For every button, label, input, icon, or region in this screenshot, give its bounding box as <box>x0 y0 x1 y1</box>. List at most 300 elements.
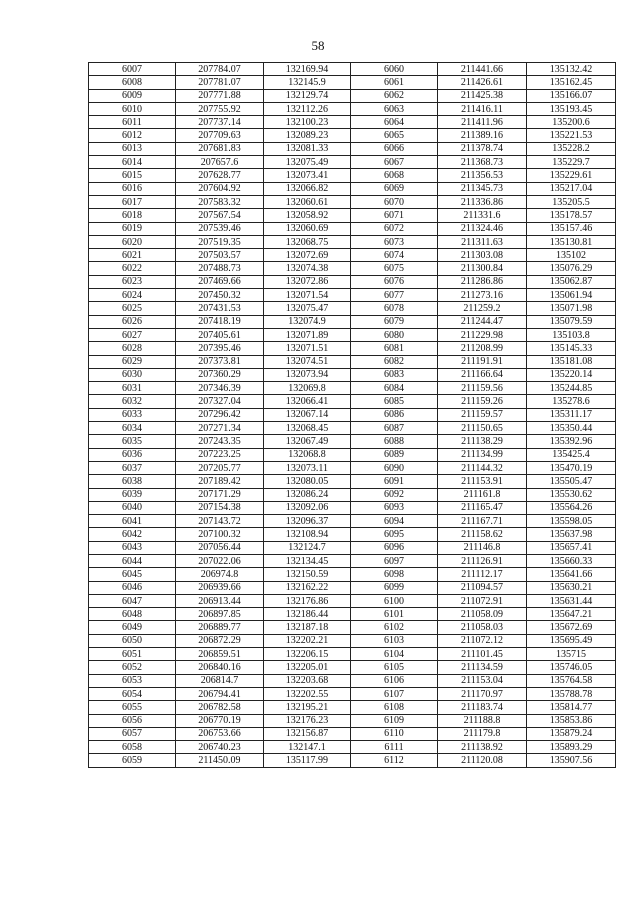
table-row <box>89 448 616 461</box>
x-coordinate-cell: 211229.98 <box>438 328 527 341</box>
y-coordinate-cell: 135145.33 <box>527 342 616 355</box>
y-coordinate-cell: 135071.98 <box>527 302 616 315</box>
y-coordinate-cell: 132069.8 <box>264 382 351 395</box>
y-coordinate-cell: 135853.86 <box>527 714 616 727</box>
y-coordinate-cell: 135814.77 <box>527 701 616 714</box>
x-coordinate-cell: 207100.32 <box>176 528 264 541</box>
x-coordinate-cell: 211259.2 <box>438 302 527 315</box>
y-coordinate-cell: 132187.18 <box>264 621 351 634</box>
x-coordinate-cell: 207189.42 <box>176 475 264 488</box>
y-coordinate-cell: 132066.41 <box>264 395 351 408</box>
y-coordinate-cell: 135647.21 <box>527 608 616 621</box>
point-number-cell: 6034 <box>89 422 176 435</box>
y-coordinate-cell: 135715 <box>527 648 616 661</box>
y-coordinate-cell: 135630.21 <box>527 581 616 594</box>
x-coordinate-cell: 211170.97 <box>438 687 527 700</box>
x-coordinate-cell: 207657.6 <box>176 156 264 169</box>
table-row <box>89 701 616 714</box>
table-row <box>89 89 616 102</box>
y-coordinate-cell: 135217.04 <box>527 182 616 195</box>
page-number: 58 <box>311 38 325 53</box>
x-coordinate-cell: 211138.92 <box>438 741 527 754</box>
x-coordinate-cell: 211389.16 <box>438 129 527 142</box>
point-number-cell: 6102 <box>351 621 438 634</box>
y-coordinate-cell: 135746.05 <box>527 661 616 674</box>
table-row <box>89 249 616 262</box>
y-coordinate-cell: 135228.2 <box>527 142 616 155</box>
point-number-cell: 6079 <box>351 315 438 328</box>
point-number-cell: 6051 <box>89 648 176 661</box>
y-coordinate-cell: 135221.53 <box>527 129 616 142</box>
x-coordinate-cell: 207418.19 <box>176 315 264 328</box>
point-number-cell: 6046 <box>89 581 176 594</box>
point-number-cell: 6019 <box>89 222 176 235</box>
y-coordinate-cell: 135130.81 <box>527 235 616 248</box>
point-number-cell: 6066 <box>351 142 438 155</box>
y-coordinate-cell: 135157.46 <box>527 222 616 235</box>
table-row <box>89 621 616 634</box>
point-number-cell: 6031 <box>89 382 176 395</box>
point-number-cell: 6014 <box>89 156 176 169</box>
x-coordinate-cell: 206814.7 <box>176 674 264 687</box>
point-number-cell: 6075 <box>351 262 438 275</box>
point-number-cell: 6091 <box>351 475 438 488</box>
table-row <box>89 488 616 501</box>
x-coordinate-cell: 207243.35 <box>176 435 264 448</box>
y-coordinate-cell: 132195.21 <box>264 701 351 714</box>
table-row <box>89 182 616 195</box>
x-coordinate-cell: 211244.47 <box>438 315 527 328</box>
table-row <box>89 634 616 647</box>
y-coordinate-cell: 132081.33 <box>264 142 351 155</box>
point-number-cell: 6094 <box>351 515 438 528</box>
point-number-cell: 6067 <box>351 156 438 169</box>
y-coordinate-cell: 132066.82 <box>264 182 351 195</box>
point-number-cell: 6020 <box>89 235 176 248</box>
point-number-cell: 6058 <box>89 741 176 754</box>
x-coordinate-cell: 206889.77 <box>176 621 264 634</box>
y-coordinate-cell: 135764.58 <box>527 674 616 687</box>
x-coordinate-cell: 211159.57 <box>438 408 527 421</box>
point-number-cell: 6084 <box>351 382 438 395</box>
x-coordinate-cell: 211150.65 <box>438 422 527 435</box>
y-coordinate-cell: 132086.24 <box>264 488 351 501</box>
x-coordinate-cell: 207271.34 <box>176 422 264 435</box>
x-coordinate-cell: 207755.92 <box>176 102 264 115</box>
point-number-cell: 6018 <box>89 209 176 222</box>
y-coordinate-cell: 132176.23 <box>264 714 351 727</box>
x-coordinate-cell: 211179.8 <box>438 727 527 740</box>
y-coordinate-cell: 135893.29 <box>527 741 616 754</box>
x-coordinate-cell: 211311.63 <box>438 235 527 248</box>
x-coordinate-cell: 206770.19 <box>176 714 264 727</box>
x-coordinate-cell: 206913.44 <box>176 594 264 607</box>
x-coordinate-cell: 211450.09 <box>176 754 264 767</box>
x-coordinate-cell: 207709.63 <box>176 129 264 142</box>
y-coordinate-cell: 135102 <box>527 249 616 262</box>
point-number-cell: 6081 <box>351 342 438 355</box>
table-row <box>89 129 616 142</box>
x-coordinate-cell: 207771.88 <box>176 89 264 102</box>
x-coordinate-cell: 206859.51 <box>176 648 264 661</box>
y-coordinate-cell: 135061.94 <box>527 289 616 302</box>
y-coordinate-cell: 132134.45 <box>264 554 351 567</box>
x-coordinate-cell: 207223.25 <box>176 448 264 461</box>
x-coordinate-cell: 211058.09 <box>438 608 527 621</box>
point-number-cell: 6025 <box>89 302 176 315</box>
y-coordinate-cell: 135244.85 <box>527 382 616 395</box>
point-number-cell: 6007 <box>89 63 176 76</box>
point-number-cell: 6043 <box>89 541 176 554</box>
point-number-cell: 6040 <box>89 501 176 514</box>
y-coordinate-cell: 135530.62 <box>527 488 616 501</box>
point-number-cell: 6070 <box>351 195 438 208</box>
table-row <box>89 435 616 448</box>
x-coordinate-cell: 211153.04 <box>438 674 527 687</box>
y-coordinate-cell: 132145.9 <box>264 76 351 89</box>
y-coordinate-cell: 135660.33 <box>527 554 616 567</box>
y-coordinate-cell: 132071.51 <box>264 342 351 355</box>
y-coordinate-cell: 132100.23 <box>264 116 351 129</box>
x-coordinate-cell: 211112.17 <box>438 568 527 581</box>
x-coordinate-cell: 211159.26 <box>438 395 527 408</box>
x-coordinate-cell: 207022.06 <box>176 554 264 567</box>
table-row <box>89 475 616 488</box>
x-coordinate-cell: 207154.38 <box>176 501 264 514</box>
point-number-cell: 6065 <box>351 129 438 142</box>
y-coordinate-cell: 135178.57 <box>527 209 616 222</box>
y-coordinate-cell: 132067.14 <box>264 408 351 421</box>
x-coordinate-cell: 207405.61 <box>176 328 264 341</box>
point-number-cell: 6011 <box>89 116 176 129</box>
y-coordinate-cell: 135193.45 <box>527 102 616 115</box>
x-coordinate-cell: 207583.32 <box>176 195 264 208</box>
table-row <box>89 741 616 754</box>
point-number-cell: 6030 <box>89 368 176 381</box>
x-coordinate-cell: 211303.08 <box>438 249 527 262</box>
y-coordinate-cell: 135278.6 <box>527 395 616 408</box>
table-row <box>89 195 616 208</box>
y-coordinate-cell: 135166.07 <box>527 89 616 102</box>
table-row <box>89 142 616 155</box>
x-coordinate-cell: 211153.91 <box>438 475 527 488</box>
y-coordinate-cell: 132071.89 <box>264 328 351 341</box>
x-coordinate-cell: 211144.32 <box>438 461 527 474</box>
point-number-cell: 6086 <box>351 408 438 421</box>
table-row <box>89 594 616 607</box>
x-coordinate-cell: 207171.29 <box>176 488 264 501</box>
y-coordinate-cell: 135637.98 <box>527 528 616 541</box>
y-coordinate-cell: 132080.05 <box>264 475 351 488</box>
point-number-cell: 6064 <box>351 116 438 129</box>
point-number-cell: 6078 <box>351 302 438 315</box>
point-number-cell: 6111 <box>351 741 438 754</box>
table-row <box>89 302 616 315</box>
table-row <box>89 608 616 621</box>
table-row <box>89 289 616 302</box>
y-coordinate-cell: 132074.9 <box>264 315 351 328</box>
x-coordinate-cell: 207737.14 <box>176 116 264 129</box>
point-number-cell: 6105 <box>351 661 438 674</box>
x-coordinate-cell: 207784.07 <box>176 63 264 76</box>
point-number-cell: 6017 <box>89 195 176 208</box>
x-coordinate-cell: 211072.91 <box>438 594 527 607</box>
x-coordinate-cell: 207431.53 <box>176 302 264 315</box>
x-coordinate-cell: 207519.35 <box>176 235 264 248</box>
x-coordinate-cell: 206840.16 <box>176 661 264 674</box>
x-coordinate-cell: 211300.84 <box>438 262 527 275</box>
point-number-cell: 6029 <box>89 355 176 368</box>
y-coordinate-cell: 135205.5 <box>527 195 616 208</box>
point-number-cell: 6107 <box>351 687 438 700</box>
point-number-cell: 6054 <box>89 687 176 700</box>
y-coordinate-cell: 135879.24 <box>527 727 616 740</box>
x-coordinate-cell: 206974.8 <box>176 568 264 581</box>
y-coordinate-cell: 132202.55 <box>264 687 351 700</box>
x-coordinate-cell: 207395.46 <box>176 342 264 355</box>
point-number-cell: 6103 <box>351 634 438 647</box>
point-number-cell: 6024 <box>89 289 176 302</box>
x-coordinate-cell: 211094.57 <box>438 581 527 594</box>
table-row <box>89 169 616 182</box>
point-number-cell: 6042 <box>89 528 176 541</box>
point-number-cell: 6060 <box>351 63 438 76</box>
x-coordinate-cell: 207488.73 <box>176 262 264 275</box>
point-number-cell: 6045 <box>89 568 176 581</box>
table-row <box>89 222 616 235</box>
point-number-cell: 6033 <box>89 408 176 421</box>
y-coordinate-cell: 132058.92 <box>264 209 351 222</box>
y-coordinate-cell: 135117.99 <box>264 754 351 767</box>
table-row <box>89 102 616 115</box>
y-coordinate-cell: 132186.44 <box>264 608 351 621</box>
point-number-cell: 6099 <box>351 581 438 594</box>
table-row <box>89 355 616 368</box>
x-coordinate-cell: 211101.45 <box>438 648 527 661</box>
x-coordinate-cell: 207327.04 <box>176 395 264 408</box>
x-coordinate-cell: 206753.66 <box>176 727 264 740</box>
x-coordinate-cell: 211345.73 <box>438 182 527 195</box>
x-coordinate-cell: 211324.46 <box>438 222 527 235</box>
point-number-cell: 6009 <box>89 89 176 102</box>
x-coordinate-cell: 211441.66 <box>438 63 527 76</box>
table-row <box>89 63 616 76</box>
table-row <box>89 754 616 767</box>
point-number-cell: 6106 <box>351 674 438 687</box>
point-number-cell: 6013 <box>89 142 176 155</box>
point-number-cell: 6112 <box>351 754 438 767</box>
y-coordinate-cell: 135907.56 <box>527 754 616 767</box>
y-coordinate-cell: 132150.59 <box>264 568 351 581</box>
y-coordinate-cell: 135657.41 <box>527 541 616 554</box>
y-coordinate-cell: 135079.59 <box>527 315 616 328</box>
x-coordinate-cell: 211273.16 <box>438 289 527 302</box>
point-number-cell: 6026 <box>89 315 176 328</box>
x-coordinate-cell: 207628.77 <box>176 169 264 182</box>
x-coordinate-cell: 211165.47 <box>438 501 527 514</box>
point-number-cell: 6038 <box>89 475 176 488</box>
point-number-cell: 6108 <box>351 701 438 714</box>
table-body <box>89 63 616 768</box>
y-coordinate-cell: 132073.11 <box>264 461 351 474</box>
point-number-cell: 6053 <box>89 674 176 687</box>
point-number-cell: 6044 <box>89 554 176 567</box>
point-number-cell: 6096 <box>351 541 438 554</box>
y-coordinate-cell: 135220.14 <box>527 368 616 381</box>
y-coordinate-cell: 135350.44 <box>527 422 616 435</box>
x-coordinate-cell: 207373.81 <box>176 355 264 368</box>
y-coordinate-cell: 135162.45 <box>527 76 616 89</box>
x-coordinate-cell: 211286.86 <box>438 275 527 288</box>
x-coordinate-cell: 207469.66 <box>176 275 264 288</box>
table-row <box>89 395 616 408</box>
table-row <box>89 116 616 129</box>
x-coordinate-cell: 211134.99 <box>438 448 527 461</box>
table-row <box>89 422 616 435</box>
x-coordinate-cell: 211161.8 <box>438 488 527 501</box>
y-coordinate-cell: 132092.06 <box>264 501 351 514</box>
x-coordinate-cell: 206939.66 <box>176 581 264 594</box>
table-row <box>89 554 616 567</box>
table-row <box>89 408 616 421</box>
y-coordinate-cell: 135695.49 <box>527 634 616 647</box>
point-number-cell: 6016 <box>89 182 176 195</box>
point-number-cell: 6063 <box>351 102 438 115</box>
point-number-cell: 6028 <box>89 342 176 355</box>
point-number-cell: 6032 <box>89 395 176 408</box>
x-coordinate-cell: 211120.08 <box>438 754 527 767</box>
y-coordinate-cell: 132068.45 <box>264 422 351 435</box>
y-coordinate-cell: 135181.08 <box>527 355 616 368</box>
point-number-cell: 6039 <box>89 488 176 501</box>
point-number-cell: 6109 <box>351 714 438 727</box>
y-coordinate-cell: 135598.05 <box>527 515 616 528</box>
y-coordinate-cell: 132124.7 <box>264 541 351 554</box>
y-coordinate-cell: 135672.69 <box>527 621 616 634</box>
y-coordinate-cell: 135132.42 <box>527 63 616 76</box>
point-number-cell: 6062 <box>351 89 438 102</box>
y-coordinate-cell: 135788.78 <box>527 687 616 700</box>
x-coordinate-cell: 207056.44 <box>176 541 264 554</box>
y-coordinate-cell: 135229.7 <box>527 156 616 169</box>
table-row <box>89 235 616 248</box>
point-number-cell: 6027 <box>89 328 176 341</box>
point-number-cell: 6085 <box>351 395 438 408</box>
x-coordinate-cell: 211425.38 <box>438 89 527 102</box>
y-coordinate-cell: 132060.61 <box>264 195 351 208</box>
x-coordinate-cell: 207205.77 <box>176 461 264 474</box>
x-coordinate-cell: 206782.58 <box>176 701 264 714</box>
x-coordinate-cell: 207296.42 <box>176 408 264 421</box>
table-row <box>89 687 616 700</box>
point-number-cell: 6092 <box>351 488 438 501</box>
point-number-cell: 6093 <box>351 501 438 514</box>
table-row <box>89 581 616 594</box>
point-number-cell: 6049 <box>89 621 176 634</box>
point-number-cell: 6061 <box>351 76 438 89</box>
point-number-cell: 6059 <box>89 754 176 767</box>
table-row <box>89 648 616 661</box>
point-number-cell: 6090 <box>351 461 438 474</box>
table-row <box>89 674 616 687</box>
y-coordinate-cell: 132067.49 <box>264 435 351 448</box>
x-coordinate-cell: 207360.29 <box>176 368 264 381</box>
x-coordinate-cell: 211208.99 <box>438 342 527 355</box>
x-coordinate-cell: 211138.29 <box>438 435 527 448</box>
y-coordinate-cell: 132108.94 <box>264 528 351 541</box>
point-number-cell: 6052 <box>89 661 176 674</box>
y-coordinate-cell: 132203.68 <box>264 674 351 687</box>
x-coordinate-cell: 211191.91 <box>438 355 527 368</box>
table-row <box>89 262 616 275</box>
y-coordinate-cell: 132169.94 <box>264 63 351 76</box>
y-coordinate-cell: 132176.86 <box>264 594 351 607</box>
y-coordinate-cell: 132068.8 <box>264 448 351 461</box>
point-number-cell: 6089 <box>351 448 438 461</box>
y-coordinate-cell: 132156.87 <box>264 727 351 740</box>
point-number-cell: 6100 <box>351 594 438 607</box>
table-row <box>89 76 616 89</box>
table-row <box>89 528 616 541</box>
point-number-cell: 6023 <box>89 275 176 288</box>
point-number-cell: 6077 <box>351 289 438 302</box>
x-coordinate-cell: 211331.6 <box>438 209 527 222</box>
x-coordinate-cell: 211183.74 <box>438 701 527 714</box>
point-number-cell: 6048 <box>89 608 176 621</box>
y-coordinate-cell: 132205.01 <box>264 661 351 674</box>
y-coordinate-cell: 132089.23 <box>264 129 351 142</box>
y-coordinate-cell: 135311.17 <box>527 408 616 421</box>
y-coordinate-cell: 132112.26 <box>264 102 351 115</box>
point-number-cell: 6037 <box>89 461 176 474</box>
x-coordinate-cell: 207567.54 <box>176 209 264 222</box>
x-coordinate-cell: 207604.92 <box>176 182 264 195</box>
y-coordinate-cell: 135641.66 <box>527 568 616 581</box>
point-number-cell: 6008 <box>89 76 176 89</box>
x-coordinate-cell: 211188.8 <box>438 714 527 727</box>
x-coordinate-cell: 211166.64 <box>438 368 527 381</box>
y-coordinate-cell: 135631.44 <box>527 594 616 607</box>
point-number-cell: 6021 <box>89 249 176 262</box>
x-coordinate-cell: 206897.85 <box>176 608 264 621</box>
point-number-cell: 6055 <box>89 701 176 714</box>
point-number-cell: 6074 <box>351 249 438 262</box>
x-coordinate-cell: 211126.91 <box>438 554 527 567</box>
point-number-cell: 6057 <box>89 727 176 740</box>
point-number-cell: 6088 <box>351 435 438 448</box>
table-row <box>89 328 616 341</box>
y-coordinate-cell: 135062.87 <box>527 275 616 288</box>
point-number-cell: 6110 <box>351 727 438 740</box>
y-coordinate-cell: 132074.51 <box>264 355 351 368</box>
y-coordinate-cell: 135564.26 <box>527 501 616 514</box>
point-number-cell: 6010 <box>89 102 176 115</box>
x-coordinate-cell: 211336.86 <box>438 195 527 208</box>
table-row <box>89 714 616 727</box>
y-coordinate-cell: 135076.29 <box>527 262 616 275</box>
x-coordinate-cell: 207143.72 <box>176 515 264 528</box>
point-number-cell: 6012 <box>89 129 176 142</box>
point-number-cell: 6080 <box>351 328 438 341</box>
x-coordinate-cell: 206794.41 <box>176 687 264 700</box>
x-coordinate-cell: 211411.96 <box>438 116 527 129</box>
x-coordinate-cell: 211356.53 <box>438 169 527 182</box>
table-row <box>89 275 616 288</box>
point-number-cell: 6047 <box>89 594 176 607</box>
point-number-cell: 6072 <box>351 222 438 235</box>
y-coordinate-cell: 135505.47 <box>527 475 616 488</box>
x-coordinate-cell: 211167.71 <box>438 515 527 528</box>
